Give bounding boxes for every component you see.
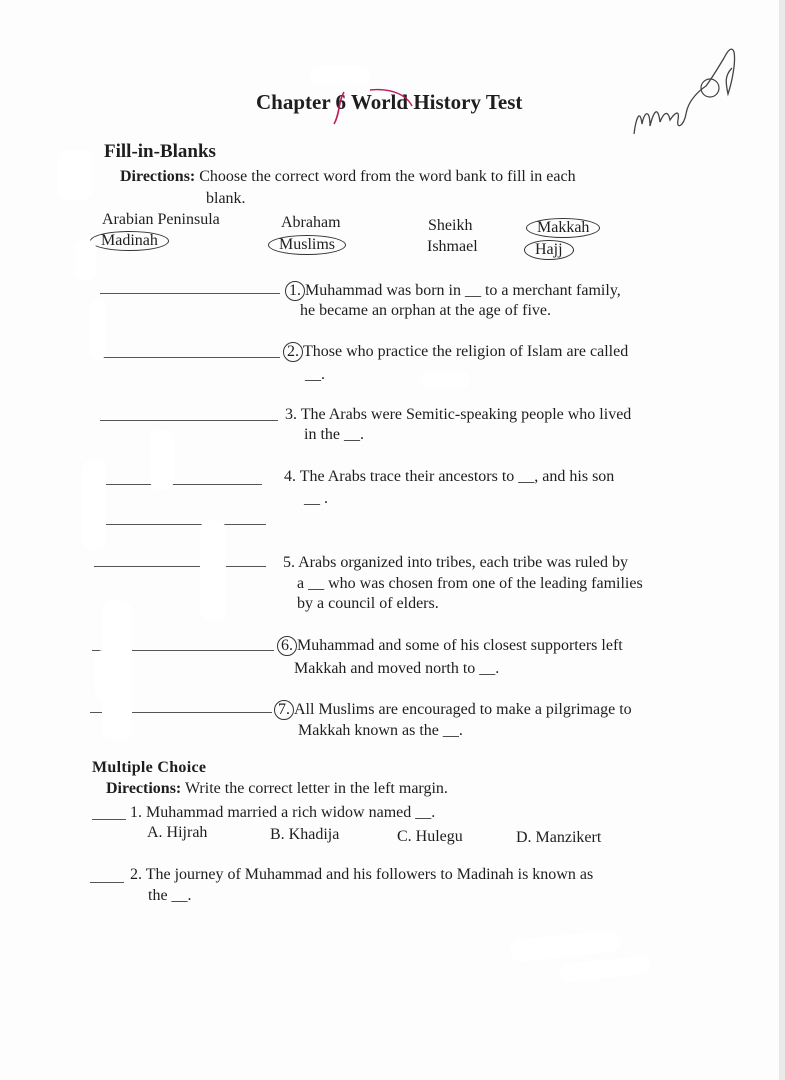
redaction-left-4 xyxy=(150,430,174,490)
multiple-choice-heading: Multiple Choice xyxy=(92,759,207,776)
redaction-top xyxy=(310,66,370,84)
redaction-left-7 xyxy=(95,650,113,700)
answer-line-5[interactable] xyxy=(94,566,266,567)
redaction-left-1 xyxy=(76,240,96,280)
word-bank-muslims: Muslims xyxy=(268,235,346,255)
question-6-line1: Muhammad and some of his closest supporters left xyxy=(297,637,623,654)
mc-answer-line-1[interactable] xyxy=(92,819,126,820)
question-5-line1: Arabs organized into tribes, each tribe was ruled by xyxy=(298,554,628,571)
multiple-choice-directions xyxy=(106,780,448,798)
word-bank-hajj: Hajj xyxy=(524,240,574,260)
question-7-line2: Makkah known as the __. xyxy=(298,722,463,739)
question-number-2: 2. xyxy=(283,342,303,362)
answer-line-4a[interactable] xyxy=(96,484,262,485)
question-1-line2: he became an orphan at the age of five. xyxy=(300,302,551,319)
word-bank-arabian-peninsula: Arabian Peninsula xyxy=(102,211,220,228)
mc-answer-line-2[interactable] xyxy=(90,882,124,883)
word-bank-makkah: Makkah xyxy=(526,218,600,238)
question-number-6: 6. xyxy=(277,636,297,656)
redaction-mid xyxy=(420,372,470,388)
question-number-4: 4. xyxy=(284,468,296,485)
redaction-left-top xyxy=(58,150,92,200)
question-3 xyxy=(285,406,631,424)
word-bank-sheikh: Sheikh xyxy=(428,217,473,234)
mc-question-2-cont: the __. xyxy=(148,887,192,904)
question-5 xyxy=(283,554,628,572)
mc-question-2: 2. The journey of Muhammad and his followers to Madinah is known as xyxy=(130,866,594,883)
student-signature xyxy=(628,38,748,153)
red-correction-mark xyxy=(330,88,420,128)
question-number-5: 5. xyxy=(283,554,295,571)
redaction-left-5 xyxy=(200,520,226,620)
scan-edge xyxy=(779,0,785,1080)
directions-text: Choose the correct word from the word bank to fill in each xyxy=(195,168,576,185)
fill-in-heading: Fill-in-Blanks xyxy=(104,141,216,162)
question-2 xyxy=(283,342,628,362)
question-number-1: 1. xyxy=(285,281,305,301)
mc-option-b: B. Khadija xyxy=(270,826,340,843)
directions-label: Directions: xyxy=(120,168,196,185)
page-title: Chapter 6 World History Test xyxy=(256,90,523,114)
fill-in-directions xyxy=(120,168,576,186)
word-bank-abraham: Abraham xyxy=(281,214,341,231)
word-bank-madinah: Madinah xyxy=(90,231,169,251)
fill-in-directions-cont: blank. xyxy=(206,190,246,207)
question-4 xyxy=(284,468,614,486)
question-number-7: 7. xyxy=(274,700,294,720)
mc-question-1: 1. Muhammad married a rich widow named __. xyxy=(130,804,436,821)
answer-line-4b[interactable] xyxy=(94,524,266,525)
question-4-line1: The Arabs trace their ancestors to __, and his son xyxy=(299,468,615,485)
question-number-3: 3. xyxy=(285,406,297,423)
question-2-line1: Those who practice the religion of Islam are called xyxy=(303,343,629,360)
redaction-left-3 xyxy=(82,460,106,550)
redaction-bottom-1 xyxy=(509,929,621,962)
mc-directions-label: Directions: xyxy=(106,780,182,797)
mc-directions-text: Write the correct letter in the left margin. xyxy=(181,780,448,797)
question-4-line2: __ . xyxy=(304,490,328,507)
question-6-line2: Makkah and moved north to __. xyxy=(294,660,500,677)
redaction-left-2 xyxy=(90,300,106,360)
question-3-line1: The Arabs were Semitic-speaking people who lived xyxy=(300,406,632,423)
answer-line-2[interactable] xyxy=(100,357,280,358)
answer-line-1[interactable] xyxy=(100,293,280,294)
mc-option-a: A. Hijrah xyxy=(147,824,208,841)
answer-line-3[interactable] xyxy=(100,420,278,421)
mc-option-d: D. Manzikert xyxy=(516,829,602,846)
question-5-line3: by a council of elders. xyxy=(297,595,439,612)
question-5-line2: a __ who was chosen from one of the leading families xyxy=(297,575,643,592)
question-7 xyxy=(274,700,632,720)
redaction-bottom-2 xyxy=(559,955,650,982)
word-bank-ishmael: Ishmael xyxy=(427,238,478,255)
question-1-line1: Muhammad was born in __ to a merchant family, xyxy=(305,282,621,299)
question-1 xyxy=(285,281,621,301)
mc-option-c: C. Hulegu xyxy=(397,828,463,845)
question-6 xyxy=(277,636,623,656)
question-3-line2: in the __. xyxy=(304,426,364,443)
question-7-line1: All Muslims are encouraged to make a pilgrimage to xyxy=(294,701,632,718)
question-2-line2: __. xyxy=(305,366,325,383)
